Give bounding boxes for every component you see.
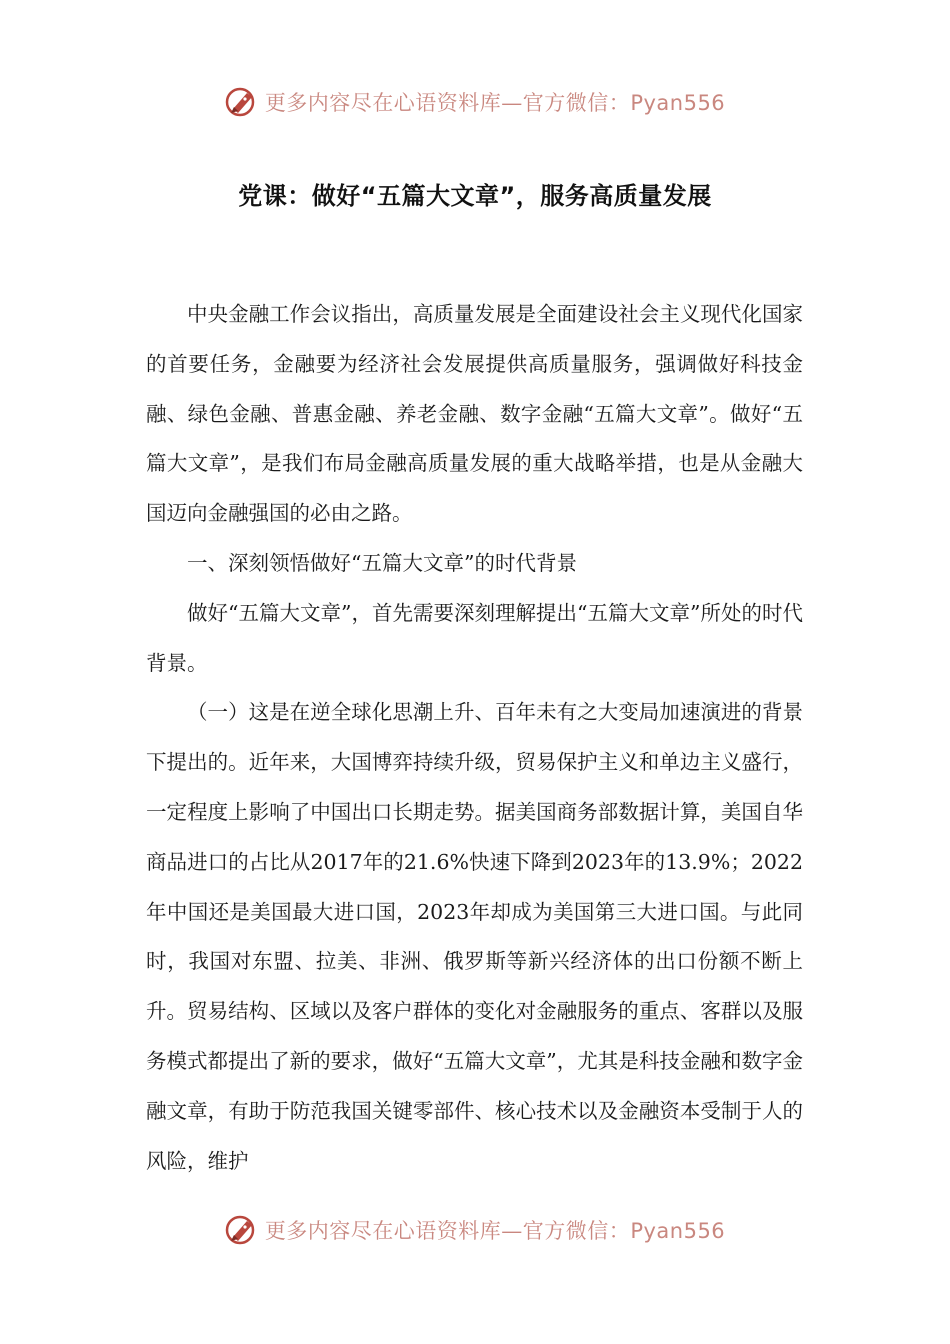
paragraph: 中央金融工作会议指出，高质量发展是全面建设社会主义现代化国家的首要任务，金融要为经济社会发展提供高质量服务，强调做好科技金融、绿色金融、普惠金融、养老金融、数字金融“五篇大文章”。做好“五篇大文章”，是我们布局金融高质量发展的重大战略举措，也是从金融大国迈向金融强国的必由之路。: [146, 302, 803, 526]
watermark-banner-bottom: [0, 1208, 950, 1252]
watermark-text: 更多内容尽在心语资料库—官方微信：Pyan556: [264, 1219, 726, 1243]
document-body: [146, 290, 803, 1186]
wechat-id: Pyan556: [630, 91, 726, 115]
watermark-text: 更多内容尽在心语资料库—官方微信：Pyan556: [264, 91, 726, 115]
page-title: 党课：做好“五篇大文章”，服务高质量发展: [238, 182, 712, 210]
pen-nib-logo-icon: [225, 85, 259, 119]
section-heading: 一、深刻领悟做好“五篇大文章”的时代背景: [187, 550, 577, 575]
paragraph: 做好“五篇大文章”，首先需要深刻理解提出“五篇大文章”所处的时代背景。: [146, 600, 803, 675]
watermark-banner-top: [0, 80, 950, 124]
pen-nib-logo-icon: [225, 1213, 259, 1247]
paragraph: （一）这是在逆全球化思潮上升、百年未有之大变局加速演进的背景下提出的。近年来，大国博弈持续升级，贸易保护主义和单边主义盛行，一定程度上影响了中国出口长期走势。据美国商务部数据计算，美国自华商品进口的占比从2017年的21.6%快速下降到2023年的13.9%；2022年中国还是美国最大进口国，2023年却成为美国第三大进口国。与此同时，我国对东盟、拉美、非洲、俄罗斯等新兴经济体的出口份额不断上升。贸易结构、区域以及客户群体的变化对金融服务的重点、客群以及服务模式都提出了新的要求，做好“五篇大文章”，尤其是科技金融和数字金融文章，有助于防范我国关键零部件、核心技术以及金融资本受制于人的风险，维护: [146, 700, 803, 1173]
wechat-id: Pyan556: [630, 1219, 726, 1243]
